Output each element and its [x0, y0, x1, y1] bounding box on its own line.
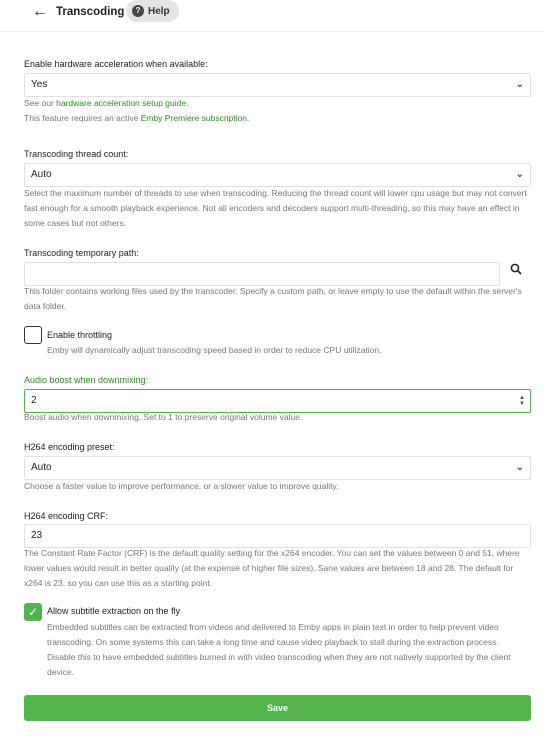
- subtitle-extraction-checkbox[interactable]: ✓: [24, 603, 42, 621]
- hw-accel-select[interactable]: [24, 73, 531, 97]
- chevron-down-icon: ⌄: [515, 169, 524, 180]
- thread-count-label: Transcoding thread count:: [24, 149, 129, 159]
- thread-count-select[interactable]: [24, 163, 531, 187]
- temp-path-input[interactable]: [24, 262, 500, 286]
- throttling-label: Enable throttling: [47, 330, 113, 340]
- temp-path-desc: This folder contains working files used by the transcoder. Specify a custom path, or leave empty to use the default within the server's data folder.: [24, 286, 522, 311]
- throttling-checkbox[interactable]: [24, 326, 42, 344]
- premiere-desc: This feature requires an active Emby Premiere subscription.: [24, 113, 250, 123]
- chevron-down-icon: ⌄: [515, 79, 524, 90]
- thread-count-value: Auto: [31, 169, 52, 180]
- emby-premiere-link[interactable]: Emby Premiere subscription: [140, 113, 247, 123]
- chevron-down-icon: ⌄: [515, 462, 524, 473]
- subtitle-extraction-label: Allow subtitle extraction on the fly: [47, 606, 181, 616]
- h264-crf-input[interactable]: 23: [24, 524, 531, 548]
- search-icon[interactable]: [506, 263, 526, 281]
- h264-preset-select[interactable]: [24, 456, 531, 480]
- hw-accel-guide-link[interactable]: hardware acceleration setup guide: [56, 98, 187, 108]
- audio-boost-desc: Boost audio when downmixing. Set to 1 to preserve original volume value.: [24, 412, 303, 422]
- audio-boost-value: 2: [31, 395, 37, 406]
- page-title: Transcoding: [56, 6, 125, 18]
- thread-count-desc: Select the maximum number of threads to use when transcoding. Reducing the thread count will lower cpu usage but may not convert fast enough for a smooth playback experience. Not all encoders and decoders support multi-threading, so this may have an effect in some cases but not others.: [24, 188, 527, 228]
- save-button[interactable]: Save: [24, 695, 531, 721]
- h264-preset-desc: Choose a faster value to improve performance, or a slower value to improve quality.: [24, 481, 339, 491]
- h264-crf-label: H264 encoding CRF:: [24, 511, 109, 521]
- hw-accel-value: Yes: [31, 79, 48, 90]
- number-spinner-icon[interactable]: ▲ ▼: [519, 395, 525, 407]
- help-label: Help: [148, 5, 170, 17]
- hw-accel-desc: See our hardware acceleration setup guide.: [24, 98, 189, 108]
- h264-preset-label: H264 encoding preset:: [24, 442, 115, 452]
- h264-crf-desc: The Constant Rate Factor (CRF) is the default quality setting for the x264 encoder. You can set the values between 0 and 51, where lower values would result in better quality (at the expense of higher file sizes). Sane values are between 18 and 28. The default for x264 is 23, so you can use this as a starting point.: [24, 548, 520, 588]
- subtitle-extraction-desc: Embedded subtitles can be extracted from videos and delivered to Emby apps in plain text in order to help prevent video transcoding. On some systems this can take a long time and cause video playback to stall during the extraction process. Disable this to have embedded subtitles burned in with video transcoding when they are not natively supported by the client device.: [47, 622, 511, 677]
- page-header: [0, 0, 544, 32]
- hw-accel-label: Enable hardware acceleration when available:: [24, 59, 208, 69]
- question-icon: ?: [132, 5, 144, 17]
- help-button[interactable]: [126, 0, 179, 22]
- h264-preset-value: Auto: [31, 462, 52, 473]
- audio-boost-label: Audio boost when downmixing:: [24, 375, 149, 385]
- throttling-desc: Emby will dynamically adjust transcoding speed based in order to reduce CPU utilization.: [47, 345, 382, 355]
- temp-path-label: Transcoding temporary path:: [24, 248, 139, 258]
- arrow-left-icon[interactable]: ←: [32, 3, 48, 20]
